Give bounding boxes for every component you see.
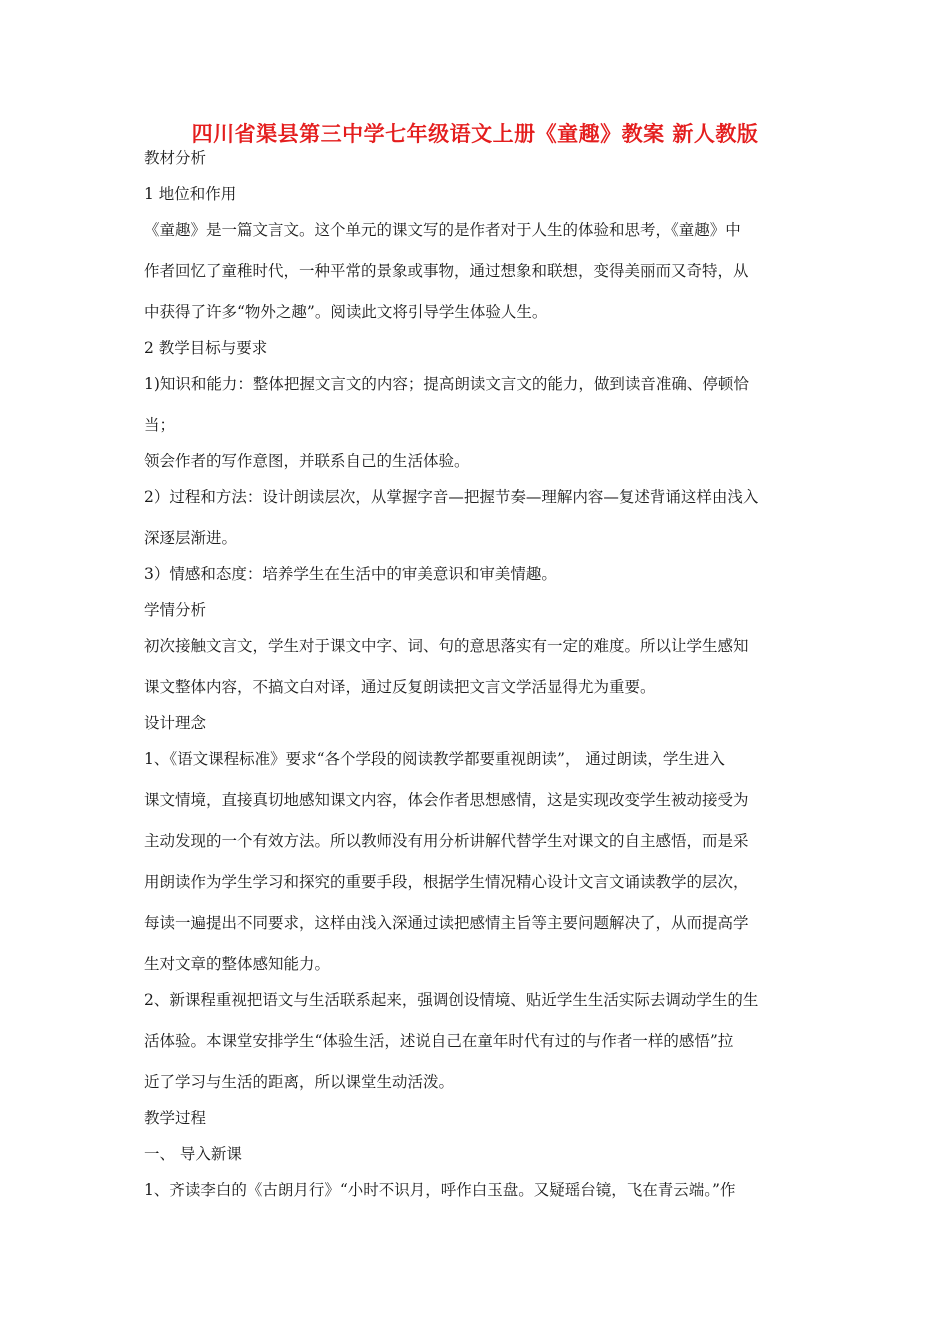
- paragraph-line: 1)知识和能力：整体把握文言文的内容；提高朗读文言文的能力，做到读音准确、停顿恰: [144, 375, 749, 393]
- paragraph-line: 每读一遍提出不同要求，这样由浅入深通过读把感情主旨等主要问题解决了，从而提高学: [144, 914, 749, 932]
- section-heading: 设计理念: [144, 714, 207, 732]
- document-title: 四川省渠县第三中学七年级语文上册《童趣》教案 新人教版: [191, 121, 759, 146]
- paragraph-line: 中获得了许多“物外之趣”。阅读此文将引导学生体验人生。: [144, 303, 548, 321]
- paragraph-line: 2、新课程重视把语文与生活联系起来，强调创设情境、贴近学生生活实际去调动学生的生: [144, 991, 759, 1009]
- document-body: [144, 148, 812, 1200]
- section-heading: 教材分析: [144, 149, 207, 167]
- paragraph-line: 3）情感和态度：培养学生在生活中的审美意识和审美情趣。: [144, 565, 557, 583]
- paragraph-line: 近了学习与生活的距离，所以课堂生动活泼。: [144, 1073, 455, 1091]
- paragraph-line: 1、齐读李白的《古朗月行》“小时不识月，呼作白玉盘。又疑瑶台镜，飞在青云端。”作: [144, 1181, 736, 1199]
- paragraph-line: 领会作者的写作意图，并联系自己的生活体验。: [144, 452, 470, 470]
- paragraph-line: 活体验。本课堂安排学生“体验生活，述说自己在童年时代有过的与作者一样的感悟”拉: [144, 1032, 734, 1050]
- paragraph-line: 深逐层渐进。: [144, 529, 238, 547]
- paragraph-line: 《童趣》是一篇文言文。这个单元的课文写的是作者对于人生的体验和思考，《童趣》中: [144, 221, 741, 239]
- paragraph-line: 课文情境，直接真切地感知课文内容，体会作者思想感情，这是实现改变学生被动接受为: [144, 791, 749, 809]
- section-heading: 教学过程: [144, 1109, 207, 1127]
- section-heading: 学情分析: [144, 601, 207, 619]
- paragraph-line: 作者回忆了童稚时代，一种平常的景象或事物，通过想象和联想，变得美丽而又奇特，从: [144, 262, 749, 280]
- paragraph-line: 当；: [144, 416, 176, 434]
- paragraph-line: 2）过程和方法：设计朗读层次，从掌握字音—把握节奏—理解内容—复述背诵这样由浅入: [144, 488, 759, 506]
- paragraph-line: 生对文章的整体感知能力。: [144, 955, 331, 973]
- subsection-heading: 2 教学目标与要求: [144, 339, 268, 357]
- paragraph-line: 初次接触文言文，学生对于课文中字、词、句的意思落实有一定的难度。所以让学生感知: [144, 637, 749, 655]
- subsection-heading: 一、 导入新课: [144, 1145, 242, 1163]
- paragraph-line: 1、《语文课程标准》要求“各个学段的阅读教学都要重视朗读”， 通过朗读，学生进入: [144, 750, 725, 768]
- paragraph-line: 主动发现的一个有效方法。所以教师没有用分析讲解代替学生对课文的自主感悟，而是采: [144, 832, 749, 850]
- paragraph-line: 用朗读作为学生学习和探究的重要手段，根据学生情况精心设计文言文诵读教学的层次，: [144, 873, 749, 891]
- paragraph-line: 课文整体内容，不搞文白对译，通过反复朗读把文言文学活显得尤为重要。: [144, 678, 656, 696]
- subsection-heading: 1 地位和作用: [144, 185, 237, 203]
